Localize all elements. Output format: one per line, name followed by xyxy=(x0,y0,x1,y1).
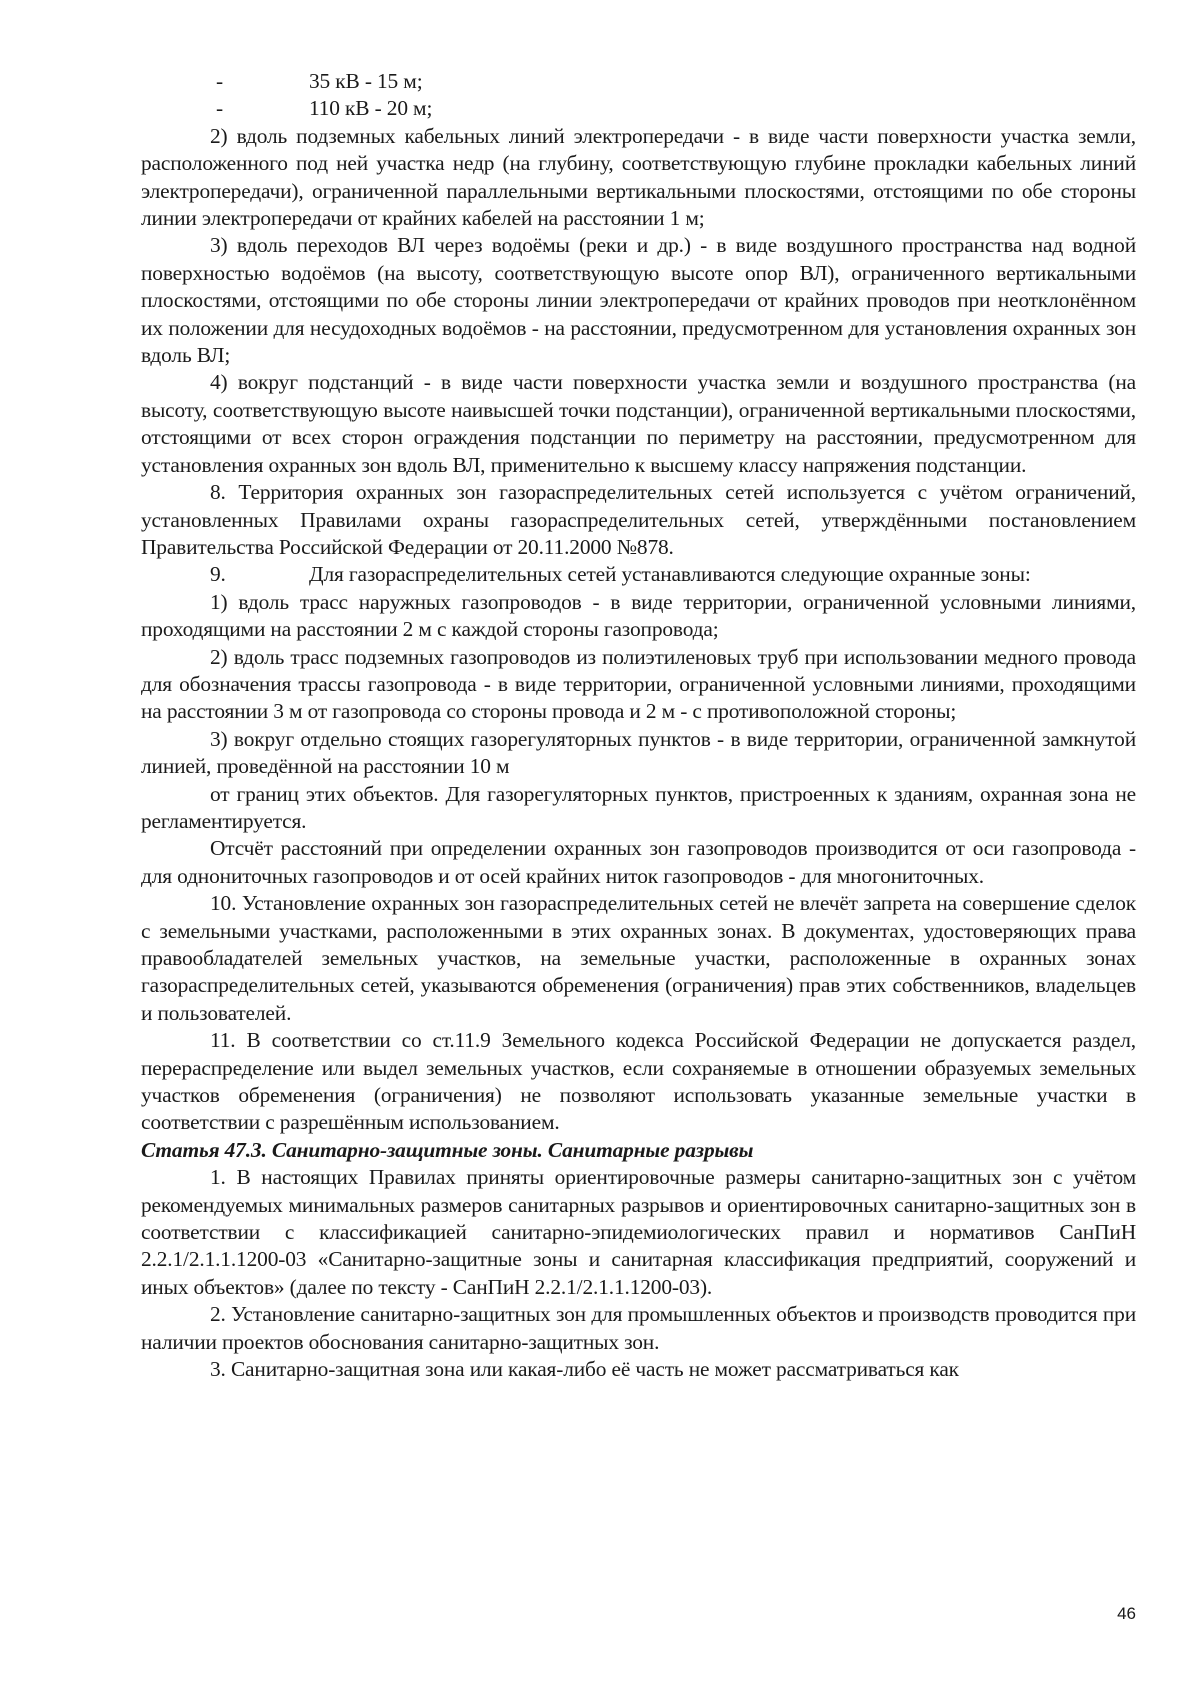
dash-marker: - xyxy=(216,69,223,93)
paragraph-9-text: Для газораспределительных сетей устанавливаются следующие охранные зоны: xyxy=(309,562,1031,587)
paragraph-distance-measurement: Отсчёт расстояний при определении охранных зон газопроводов производится от оси газопровода - для однониточных газопроводов и от осей крайних ниток газопроводов - для многониточных. xyxy=(141,836,1136,888)
article-heading: Статья 47.3. Санитарно-защитные зоны. Санитарные разрывы xyxy=(141,1137,754,1162)
paragraph-10-transactions: 10. Установление охранных зон газораспределительных сетей не влечёт запрета на совершение сделок с земельными участками, расположенными в этих охранных зонах. В документах, удостоверяющих права правообладателей земельных участков, на земельные участки, расположенные в охранных зонах газораспределительных сетей, указываются обременения (ограничения) прав этих собственников, владельцев и пользователей. xyxy=(141,891,1136,1025)
dash-item-110kv xyxy=(141,95,1136,122)
paragraph-9-number: 9. xyxy=(210,562,226,587)
paragraph-outdoor-pipelines: 1) вдоль трасс наружных газопроводов - в виде территории, ограниченной условными линиями, проходящими на расстоянии 2 м с каждой стороны газопровода; xyxy=(141,589,1136,642)
paragraph-8-gas-zones: 8. Территория охранных зон газораспределительных сетей используется с учётом ограничений, установленных Правилами охраны газораспределительных сетей, утверждёнными постановлением Правительства Российской Федерации от 20.11.2000 №878. xyxy=(141,480,1136,559)
dash-item-35kv xyxy=(141,68,1136,95)
dash-item-text: 35 кВ - 15 м; xyxy=(309,69,423,93)
paragraph-sanitary-1: 1. В настоящих Правилах приняты ориентировочные размеры санитарно-защитных зон с учётом рекомендуемых минимальных размеров санитарных разрывов и ориентировочных санитарно-защитных зон в соответствии с классификацией санитарно-эпидемиологических правил и нормативов СанПиН 2.2.1/2.1.1.1200-03 «Санитарно-защитные зоны и санитарная классификация предприятий, сооружений и иных объектов» (далее по тексту - СанПиН 2.2.1/2.1.1.1200-03). xyxy=(141,1165,1136,1299)
paragraph-sanitary-2: 2. Установление санитарно-защитных зон для промышленных объектов и производств проводится при наличии проектов обоснования санитарно-защитных зон. xyxy=(141,1302,1136,1354)
document-body xyxy=(141,68,1136,1384)
paragraph-9 xyxy=(141,561,1136,588)
dash-item-text: 110 кВ - 20 м; xyxy=(309,96,433,121)
dash-marker: - xyxy=(216,96,223,121)
paragraph-underground-cables: 2) вдоль подземных кабельных линий электропередачи - в виде части поверхности участка земли, расположенного под ней участка недр (на глубину, соответствующую глубине прокладки кабельных линий электропередачи), ограниченной параллельными вертикальными плоскостями, отстоящими по обе стороны линии электропередачи от крайних кабелей на расстоянии 1 м; xyxy=(141,123,1136,231)
paragraph-gas-regulator-continued: от границ этих объектов. Для газорегуляторных пунктов, пристроенных к зданиям, охранная зона не регламентируется. xyxy=(141,781,1136,833)
paragraph-11-land-code: 11. В соответствии со ст.11.9 Земельного кодекса Российской Федерации не допускается раздел, перераспределение или выдел земельных участков, если сохраняемые в отношении образуемых земельных участков обременения (ограничения) не позволяют использовать указанные земельные участки в соответствии с разрешённым использованием. xyxy=(141,1028,1136,1135)
paragraph-gas-regulator-points: 3) вокруг отдельно стоящих газорегуляторных пунктов - в виде территории, ограниченной замкнутой линией, проведённой на расстоянии 10 м xyxy=(141,726,1136,779)
paragraph-underground-pipelines: 2) вдоль трасс подземных газопроводов из полиэтиленовых труб при использовании медного провода для обозначения трассы газопровода - в виде территории, ограниченной условными линиями, проходящими на расстоянии 3 м от газопровода со стороны провода и 2 м - с противоположной стороны; xyxy=(141,644,1136,724)
paragraph-sanitary-3: 3. Санитарно-защитная зона или какая-либо её часть не может рассматриваться как xyxy=(210,1357,959,1382)
paragraph-substations: 4) вокруг подстанций - в виде части поверхности участка земли и воздушного пространства (на высоту, соответствующую высоте наивысшей точки подстанции), ограниченной вертикальными плоскостями, отстоящими от всех сторон ограждения подстанции по периметру на расстоянии, предусмотренном для установления охранных зон вдоль ВЛ, применительно к высшему классу напряжения подстанции. xyxy=(141,370,1136,477)
page-number: 46 xyxy=(1117,1604,1136,1623)
paragraph-water-crossings: 3) вдоль переходов ВЛ через водоёмы (реки и др.) - в виде воздушного пространства над водной поверхностью водоёмов (на высоту, соответствующую высоте опор ВЛ), ограниченного вертикальными плоскостями, отстоящими по обе стороны линии электропередачи от крайних проводов при неотклонённом их положении для несудоходных водоёмов - на расстоянии, предусмотренном для установления охранных зон вдоль ВЛ; xyxy=(141,233,1136,368)
